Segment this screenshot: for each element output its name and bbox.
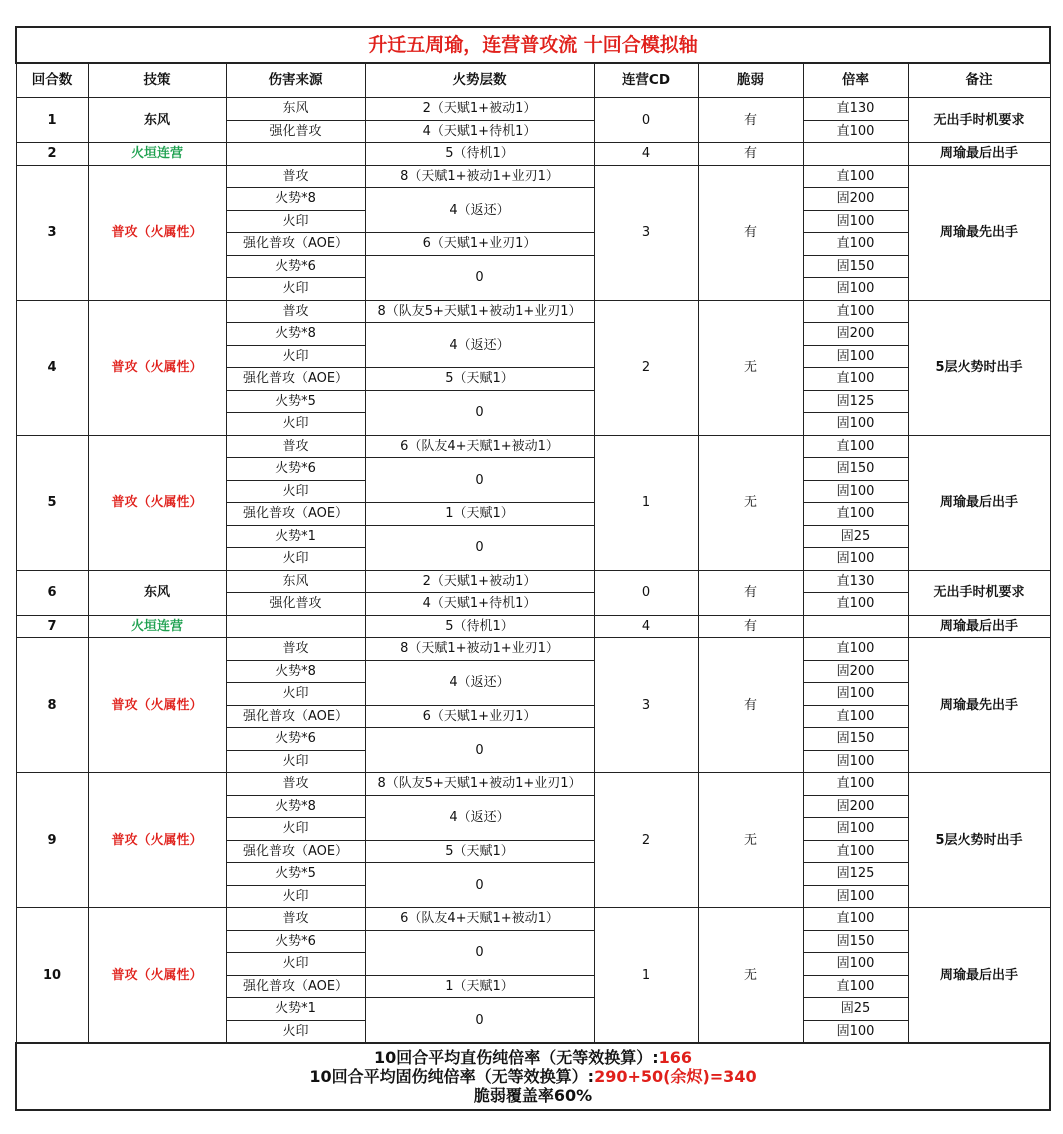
vulnerable-status: 有 <box>698 615 803 638</box>
round-number: 2 <box>16 143 88 166</box>
fire-stacks: 4（返还） <box>365 795 594 840</box>
summary-fixed-label: 10回合平均固伤纯倍率（无等效换算）: <box>309 1067 595 1086</box>
multiplier <box>803 143 908 166</box>
simulation-sheet <box>15 26 1049 1111</box>
fire-stacks: 4（返还） <box>365 188 594 233</box>
multiplier: 固150 <box>803 728 908 751</box>
skill-name: 普攻（火属性） <box>88 773 226 908</box>
round-number: 4 <box>16 300 88 435</box>
damage-source: 火印 <box>226 548 365 571</box>
multiplier: 固100 <box>803 683 908 706</box>
damage-source: 火印 <box>226 480 365 503</box>
skill-name: 东风 <box>88 570 226 615</box>
multiplier: 固100 <box>803 480 908 503</box>
fire-stacks: 1（天赋1） <box>365 975 594 998</box>
note: 周瑜最后出手 <box>908 435 1050 570</box>
multiplier: 固100 <box>803 278 908 301</box>
damage-source: 火印 <box>226 750 365 773</box>
multiplier: 固150 <box>803 255 908 278</box>
damage-source: 火势*1 <box>226 525 365 548</box>
table-row <box>16 570 1050 593</box>
multiplier: 直100 <box>803 908 908 931</box>
damage-source: 火势*8 <box>226 323 365 346</box>
fire-stacks: 0 <box>365 998 594 1044</box>
table-row <box>16 98 1050 121</box>
damage-source: 强化普攻（AOE） <box>226 840 365 863</box>
damage-source: 普攻 <box>226 300 365 323</box>
fire-stacks: 5（待机1） <box>365 615 594 638</box>
multiplier: 直100 <box>803 165 908 188</box>
fire-stacks: 5（天赋1） <box>365 840 594 863</box>
fire-stacks: 6（队友4+天赋1+被动1） <box>365 908 594 931</box>
table-row <box>16 615 1050 638</box>
fire-stacks: 4（返还） <box>365 660 594 705</box>
round-number: 1 <box>16 98 88 143</box>
fire-stacks: 4（天赋1+待机1） <box>365 120 594 143</box>
fire-stacks: 0 <box>365 930 594 975</box>
multiplier: 直100 <box>803 773 908 796</box>
header-damage-source: 伤害来源 <box>226 63 365 98</box>
chain-cd: 1 <box>594 435 698 570</box>
damage-source: 火势*8 <box>226 660 365 683</box>
fire-stacks: 0 <box>365 458 594 503</box>
round-number: 6 <box>16 570 88 615</box>
fire-stacks: 0 <box>365 525 594 570</box>
table-row <box>16 435 1050 458</box>
damage-source: 强化普攻（AOE） <box>226 503 365 526</box>
multiplier: 固100 <box>803 210 908 233</box>
multiplier: 直130 <box>803 570 908 593</box>
note: 5层火势时出手 <box>908 300 1050 435</box>
damage-source: 火印 <box>226 953 365 976</box>
multiplier: 直100 <box>803 503 908 526</box>
fire-stacks: 1（天赋1） <box>365 503 594 526</box>
skill-name: 普攻（火属性） <box>88 300 226 435</box>
note: 无出手时机要求 <box>908 570 1050 615</box>
note: 5层火势时出手 <box>908 773 1050 908</box>
multiplier: 直100 <box>803 233 908 256</box>
header-chain-cd: 连营CD <box>594 63 698 98</box>
fire-stacks: 5（待机1） <box>365 143 594 166</box>
multiplier: 固25 <box>803 998 908 1021</box>
multiplier: 固150 <box>803 930 908 953</box>
damage-source: 火印 <box>226 1020 365 1043</box>
skill-name: 火垣连营 <box>88 143 226 166</box>
damage-source <box>226 615 365 638</box>
vulnerable-status: 无 <box>698 773 803 908</box>
note: 周瑜最后出手 <box>908 908 1050 1044</box>
chain-cd: 4 <box>594 143 698 166</box>
damage-source: 东风 <box>226 98 365 121</box>
multiplier <box>803 615 908 638</box>
multiplier: 直100 <box>803 593 908 616</box>
vulnerable-status: 无 <box>698 908 803 1044</box>
fire-stacks: 0 <box>365 728 594 773</box>
damage-source: 火势*6 <box>226 458 365 481</box>
table-title: 升迁五周瑜，连营普攻流 十回合模拟轴 <box>16 27 1050 63</box>
multiplier: 固125 <box>803 390 908 413</box>
chain-cd: 3 <box>594 638 698 773</box>
table-row <box>16 638 1050 661</box>
damage-source: 火势*5 <box>226 390 365 413</box>
damage-source: 火势*8 <box>226 795 365 818</box>
multiplier: 直100 <box>803 120 908 143</box>
header-fire-stacks: 火势层数 <box>365 63 594 98</box>
round-number: 3 <box>16 165 88 300</box>
table-body <box>16 98 1050 1044</box>
table-row <box>16 165 1050 188</box>
multiplier: 固200 <box>803 660 908 683</box>
multiplier: 直100 <box>803 300 908 323</box>
summary-fixed-line <box>17 1067 1049 1086</box>
round-number: 7 <box>16 615 88 638</box>
fire-stacks: 8（天赋1+被动1+业刃1） <box>365 638 594 661</box>
chain-cd: 2 <box>594 300 698 435</box>
note: 周瑜最先出手 <box>908 165 1050 300</box>
multiplier: 直100 <box>803 435 908 458</box>
multiplier: 固200 <box>803 795 908 818</box>
header-vulnerable: 脆弱 <box>698 63 803 98</box>
damage-source: 强化普攻（AOE） <box>226 975 365 998</box>
note: 周瑜最先出手 <box>908 638 1050 773</box>
round-number: 5 <box>16 435 88 570</box>
vulnerable-status: 有 <box>698 98 803 143</box>
damage-source: 火势*8 <box>226 188 365 211</box>
skill-name: 东风 <box>88 98 226 143</box>
header-multiplier: 倍率 <box>803 63 908 98</box>
damage-source: 强化普攻 <box>226 120 365 143</box>
damage-source: 火印 <box>226 885 365 908</box>
round-number: 8 <box>16 638 88 773</box>
multiplier: 直100 <box>803 368 908 391</box>
damage-source: 火势*6 <box>226 255 365 278</box>
vulnerable-status: 无 <box>698 300 803 435</box>
damage-source: 火势*6 <box>226 728 365 751</box>
fire-stacks: 4（天赋1+待机1） <box>365 593 594 616</box>
fire-stacks: 0 <box>365 255 594 300</box>
fire-stacks: 2（天赋1+被动1） <box>365 570 594 593</box>
multiplier: 固200 <box>803 188 908 211</box>
summary-direct-value: 166 <box>658 1048 693 1067</box>
chain-cd: 0 <box>594 570 698 615</box>
damage-source: 火印 <box>226 683 365 706</box>
vulnerable-status: 有 <box>698 143 803 166</box>
summary-vulnerable-coverage: 脆弱覆盖率60% <box>473 1086 593 1105</box>
fire-stacks: 8（队友5+天赋1+被动1+业刃1） <box>365 300 594 323</box>
vulnerable-status: 有 <box>698 165 803 300</box>
damage-source: 普攻 <box>226 773 365 796</box>
header-notes: 备注 <box>908 63 1050 98</box>
damage-source: 火印 <box>226 818 365 841</box>
vulnerable-status: 有 <box>698 638 803 773</box>
damage-source: 火印 <box>226 210 365 233</box>
multiplier: 直100 <box>803 705 908 728</box>
multiplier: 固25 <box>803 525 908 548</box>
note: 周瑜最后出手 <box>908 615 1050 638</box>
note: 周瑜最后出手 <box>908 143 1050 166</box>
summary-fixed-value: 290+50(余烬)=340 <box>594 1067 757 1086</box>
multiplier: 直100 <box>803 840 908 863</box>
simulation-table <box>15 26 1051 1111</box>
damage-source: 火印 <box>226 413 365 436</box>
multiplier: 固200 <box>803 323 908 346</box>
multiplier: 固150 <box>803 458 908 481</box>
multiplier: 直100 <box>803 638 908 661</box>
fire-stacks: 0 <box>365 390 594 435</box>
skill-name: 普攻（火属性） <box>88 435 226 570</box>
chain-cd: 3 <box>594 165 698 300</box>
table-row <box>16 143 1050 166</box>
table-row <box>16 773 1050 796</box>
damage-source: 强化普攻（AOE） <box>226 368 365 391</box>
summary-block <box>16 1043 1050 1110</box>
damage-source: 东风 <box>226 570 365 593</box>
damage-source: 强化普攻 <box>226 593 365 616</box>
table-row <box>16 908 1050 931</box>
multiplier: 固100 <box>803 413 908 436</box>
damage-source: 普攻 <box>226 165 365 188</box>
multiplier: 固100 <box>803 818 908 841</box>
header-skill: 技策 <box>88 63 226 98</box>
fire-stacks: 6（天赋1+业刃1） <box>365 705 594 728</box>
chain-cd: 0 <box>594 98 698 143</box>
fire-stacks: 4（返还） <box>365 323 594 368</box>
damage-source: 火印 <box>226 278 365 301</box>
vulnerable-status: 无 <box>698 435 803 570</box>
round-number: 9 <box>16 773 88 908</box>
fire-stacks: 6（队友4+天赋1+被动1） <box>365 435 594 458</box>
skill-name: 普攻（火属性） <box>88 638 226 773</box>
summary-direct-line <box>17 1048 1049 1067</box>
multiplier: 固125 <box>803 863 908 886</box>
round-number: 10 <box>16 908 88 1044</box>
header-round: 回合数 <box>16 63 88 98</box>
multiplier: 直130 <box>803 98 908 121</box>
table-row <box>16 300 1050 323</box>
chain-cd: 2 <box>594 773 698 908</box>
damage-source: 普攻 <box>226 908 365 931</box>
damage-source <box>226 143 365 166</box>
fire-stacks: 8（队友5+天赋1+被动1+业刃1） <box>365 773 594 796</box>
skill-name: 火垣连营 <box>88 615 226 638</box>
vulnerable-status: 有 <box>698 570 803 615</box>
multiplier: 固100 <box>803 1020 908 1043</box>
multiplier: 固100 <box>803 548 908 571</box>
damage-source: 火印 <box>226 345 365 368</box>
fire-stacks: 2（天赋1+被动1） <box>365 98 594 121</box>
multiplier: 固100 <box>803 345 908 368</box>
fire-stacks: 5（天赋1） <box>365 368 594 391</box>
fire-stacks: 6（天赋1+业刃1） <box>365 233 594 256</box>
multiplier: 固100 <box>803 885 908 908</box>
damage-source: 强化普攻（AOE） <box>226 233 365 256</box>
header-row <box>16 63 1050 98</box>
multiplier: 直100 <box>803 975 908 998</box>
damage-source: 火势*1 <box>226 998 365 1021</box>
multiplier: 固100 <box>803 953 908 976</box>
fire-stacks: 0 <box>365 863 594 908</box>
damage-source: 普攻 <box>226 435 365 458</box>
chain-cd: 4 <box>594 615 698 638</box>
multiplier: 固100 <box>803 750 908 773</box>
chain-cd: 1 <box>594 908 698 1044</box>
fire-stacks: 8（天赋1+被动1+业刃1） <box>365 165 594 188</box>
summary-direct-label: 10回合平均直伤纯倍率（无等效换算）: <box>373 1048 659 1067</box>
note: 无出手时机要求 <box>908 98 1050 143</box>
damage-source: 火势*6 <box>226 930 365 953</box>
skill-name: 普攻（火属性） <box>88 165 226 300</box>
damage-source: 火势*5 <box>226 863 365 886</box>
skill-name: 普攻（火属性） <box>88 908 226 1044</box>
damage-source: 强化普攻（AOE） <box>226 705 365 728</box>
damage-source: 普攻 <box>226 638 365 661</box>
